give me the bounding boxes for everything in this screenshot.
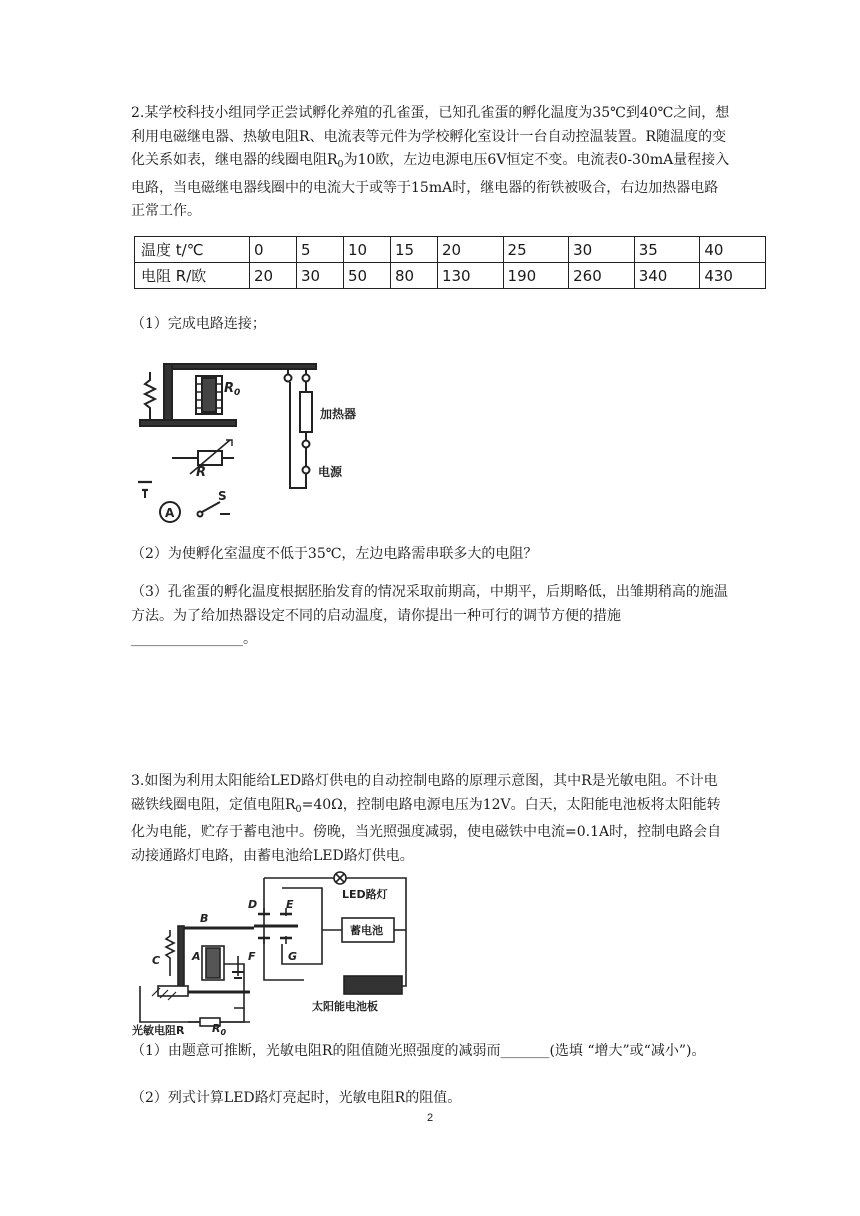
table-row: [135, 237, 766, 263]
table-row: [135, 263, 766, 289]
power-label: 电源: [318, 465, 343, 479]
q2-intro: 2.某学校科技小组同学正尝试孵化养殖的孔雀蛋，已知孔雀蛋的孵化温度为35℃到40℃之间，想利用电磁继电器、热敏电阻R、电流表等元件为学校孵化室设计一台自动控温装置。R随温度的变化关系如表，继电器的线圈电阻$R_0$为10欧，左边电源电压6V恒定不变。电流表0-30mA量程接入电路，当电磁继电器线圈中的电流大于或等于15mA时，继电器的衔铁被吸合，右边加热器电路正常工作。: [131, 105, 730, 219]
table-cell: 260: [569, 263, 635, 289]
label-f: F: [248, 950, 256, 963]
label-c: C: [152, 954, 161, 967]
q3-intro: 3.如图为利用太阳能给LED路灯供电的自动控制电路的原理示意图，其中R是光敏电阻。不计电磁铁线圈电阻，定值电阻$R_0=40\Omega$，控制电路电源电压为12V。白天，太阳能电池板将太阳能转化为电能，贮存于蓄电池中。傍晚，当光照强度减弱，使电磁铁中电流=0.1A时，控制电路会自动接通路灯电路，由蓄电池给LED路灯供电。: [131, 773, 722, 864]
table-cell: 340: [634, 263, 700, 289]
table-cell: 190: [503, 263, 569, 289]
table-cell: 30: [296, 263, 343, 289]
ammeter-label: A: [165, 506, 175, 520]
table-cell: 5: [296, 237, 343, 263]
solar-label: 太阳能电池板: [312, 1000, 378, 1013]
q3-part2: （2）列式计算LED路灯亮起时，光敏电阻R的阻值。: [131, 1090, 462, 1106]
q3-part1: （1）由题意可推断，光敏电阻R的阻值随光照强度的减弱而_______(选填 “增大”或“减小”)。: [131, 1043, 706, 1059]
r0-sub: 0: [220, 1028, 227, 1036]
table-cell: 80: [390, 263, 437, 289]
table-cell: 20: [250, 263, 297, 289]
table-cell: 30: [569, 237, 635, 263]
label-g: G: [288, 950, 298, 963]
r0-label: R: [224, 381, 235, 396]
table-cell: 40: [700, 237, 766, 263]
photoresistor-label: 光敏电阻R: [132, 1024, 185, 1036]
label-e: E: [286, 898, 294, 911]
table-cell: 130: [437, 263, 503, 289]
table-cell: 25: [503, 237, 569, 263]
resistance-temperature-table: [134, 236, 766, 289]
table-cell: 50: [343, 263, 390, 289]
svg-text:R0: [212, 1022, 226, 1036]
table-cell: 10: [343, 237, 390, 263]
r0-label: R: [212, 1022, 221, 1035]
led-label: LED路灯: [342, 888, 388, 901]
q2-part3: （3）孔雀蛋的孵化温度根据胚胎发育的情况采取前期高，中期平，后期略低，出雏期稍高的施温方法。为了给加热器设定不同的启动温度，请你提出一种可行的调节方便的措施________________。: [131, 584, 728, 647]
q2-part1: （1）完成电路连接；: [131, 316, 266, 332]
thermistor-label: R: [196, 465, 207, 480]
table-cell: 35: [634, 237, 700, 263]
r0-sub: 0: [234, 388, 241, 398]
table-cell: 15: [390, 237, 437, 263]
led-solar-circuit-figure: [130, 868, 420, 1036]
table-header: 温度 t/℃: [135, 237, 250, 263]
page-number: 2: [426, 1112, 434, 1124]
table-header: 电阻 R/欧: [135, 263, 250, 289]
label-a: A: [192, 950, 201, 963]
q2-part2: （2）为使孵化室温度不低于35℃，左边电路需串联多大的电阻？: [131, 546, 538, 562]
table-cell: 0: [250, 237, 297, 263]
table-cell: 20: [437, 237, 503, 263]
label-b: B: [200, 912, 209, 925]
table-cell: 430: [700, 263, 766, 289]
svg-text:R0: [224, 381, 240, 398]
relay-circuit-figure: [128, 340, 388, 530]
heater-label: 加热器: [320, 407, 357, 421]
switch-label: S: [218, 489, 227, 503]
battery-label: 蓄电池: [350, 924, 383, 937]
label-d: D: [248, 898, 258, 911]
